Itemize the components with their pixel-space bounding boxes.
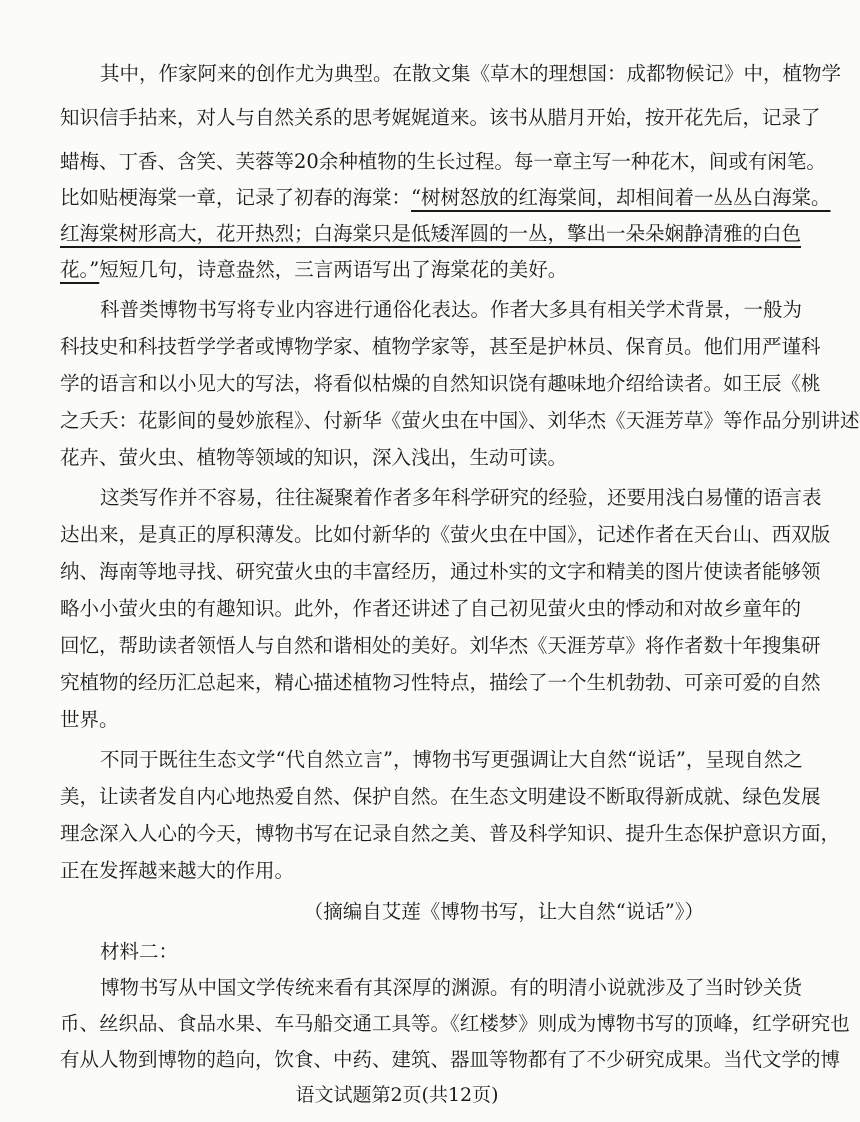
page-footer: 语文试题第2页(共12页) <box>295 1084 499 1106</box>
section-heading: 材料二： <box>100 940 179 963</box>
text-segment: 短短几句，诗意盎然，三言两语写出了海棠花的美好。 <box>99 258 568 281</box>
text-line: 币、丝织品、食品水果、车马船交通工具等。《红楼梦》则成为博物书写的顶峰，红学研究也 <box>60 1012 850 1035</box>
text-line: 不同于既往生态文学“代自然立言”，博物书写更强调让大自然“说话”，呈现自然之 <box>100 748 803 771</box>
text-line: 科普类博物书写将专业内容进行通俗化表达。作者大多具有相关学术背景，一般为 <box>100 298 803 321</box>
text-line: 究植物的经历汇总起来，精心描述植物习性特点，描绘了一个生机勃勃、可亲可爱的自然 <box>60 671 821 694</box>
underlined-quote: 红海棠树形高大，花开热烈；白海棠只是低矮浑圆的一丛，擎出一朵朵娴静清雅的白色 <box>60 222 802 245</box>
text-line: 学的语言和以小见大的写法，将看似枯燥的自然知识饶有趣味地介绍给读者。如王辰《桃 <box>60 372 821 395</box>
text-line: 达出来，是真正的厚积薄发。比如付新华的《萤火虫在中国》，记述作者在天台山、西双版 <box>60 523 831 546</box>
text-line: 世界。 <box>60 708 119 731</box>
text-line: 回忆，帮助读者领悟人与自然和谐相处的美好。刘华杰《天涯芳草》将作者数十年搜集研 <box>60 634 821 657</box>
text-line: 略小小萤火虫的有趣知识。此外，作者还讲述了自己初见萤火虫的悸动和对故乡童年的 <box>60 597 802 620</box>
text-line: 正在发挥越来越大的作用。 <box>60 859 295 882</box>
text-line: 之夭夭：花影间的曼妙旅程》、付新华《萤火虫在中国》、刘华杰《天涯芳草》等作品分别讲述 <box>60 409 860 432</box>
underlined-quote: “树树怒放的红海棠间，却相间着一丛丛白海棠。 <box>411 186 831 209</box>
text-line: 知识信手拈来，对人与自然关系的思考娓娓道来。该书从腊月开始，按开花先后，记录了 <box>60 106 821 129</box>
text-line: 蜡梅、丁香、含笑、芙蓉等20余种植物的生长过程。每一章主写一种花木，间或有闲笔。 <box>60 150 826 173</box>
text-line: 有从人物到博物的趋向，饮食、中药、建筑、器皿等物都有了不少研究成果。当代文学的博 <box>60 1048 841 1071</box>
text-line: 博物书写从中国文学传统来看有其深厚的渊源。有的明清小说就涉及了当时钞关货 <box>100 976 803 999</box>
text-line: 美，让读者发自内心地热爱自然、保护自然。在生态文明建设不断取得新成就、绿色发展 <box>60 785 821 808</box>
text-line: 其中，作家阿来的创作尤为典型。在散文集《草木的理想国：成都物候记》中，植物学 <box>100 62 842 85</box>
text-line: 这类写作并不容易，往往凝聚着作者多年科学研究的经验，还要用浅白易懂的语言表 <box>100 486 822 509</box>
text-line <box>60 250 724 290</box>
citation: （摘编自艾莲《博物书写，让大自然“说话”》） <box>303 900 704 923</box>
text-line: 科技史和科技哲学学者或博物学家、植物学家等，甚至是护林员、保育员。他们用严谨科 <box>60 335 821 358</box>
text-line: 理念深入人心的今天，博物书写在记录自然之美、普及科学知识、提升生态保护意识方面， <box>60 822 841 845</box>
text-line: 纳、海南等地寻找、研究萤火虫的丰富经历，通过朴实的文字和精美的图片使读者能够领 <box>60 560 821 583</box>
underlined-quote: 花。” <box>60 258 100 281</box>
text-line: 花卉、萤火虫、植物等领域的知识，深入浅出，生动可读。 <box>60 446 568 469</box>
text-segment: 比如贴梗海棠一章，记录了初春的海棠： <box>60 186 412 209</box>
text-line <box>60 178 831 218</box>
